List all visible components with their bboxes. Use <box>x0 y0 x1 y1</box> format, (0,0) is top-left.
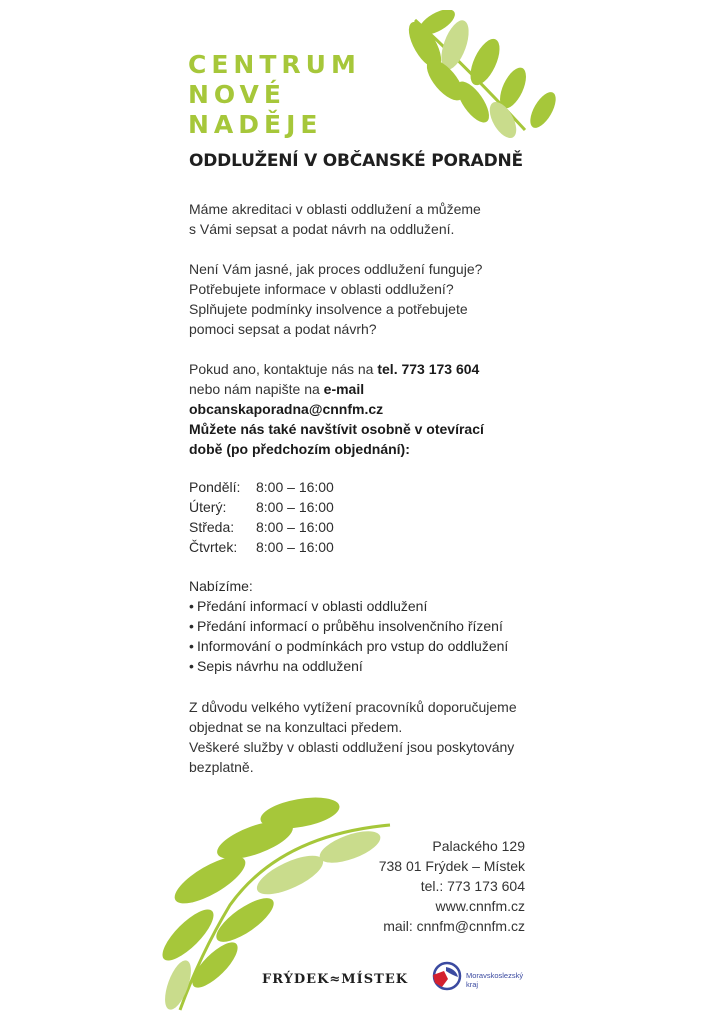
address-mail[interactable]: mail: cnnfm@cnnfm.cz <box>383 918 525 934</box>
notice-line: Veškeré služby v oblasti oddlužení jsou poskytovány <box>189 739 515 755</box>
service-item: • Předání informací o průběhu insolvenčního řízení <box>189 616 569 636</box>
service-item: • Předání informací v oblasti oddlužení <box>189 596 569 616</box>
hours-day: Pondělí: <box>189 479 241 495</box>
leaf-branch-top-icon <box>395 10 565 140</box>
notice-line: Z důvodu velkého vytížení pracovníků doporučujeme <box>189 699 517 715</box>
address-web[interactable]: www.cnnfm.cz <box>435 898 525 914</box>
region-logo-icon <box>430 961 464 991</box>
question-line: Potřebujete informace v oblasti oddlužení? <box>189 281 454 297</box>
intro-line: Máme akreditaci v oblasti oddlužení a můžeme <box>189 201 481 217</box>
write-prefix: nebo nám napište na <box>189 381 324 397</box>
email-label: e-mail <box>323 381 365 397</box>
phone-link[interactable]: tel. 773 173 604 <box>377 361 480 377</box>
hours-time: 8:00 – 16:00 <box>256 499 334 515</box>
services-heading: Nabízíme: <box>189 578 253 594</box>
hours-row <box>189 537 334 557</box>
region-type: kraj <box>466 980 479 989</box>
logo-line-1: CENTRUM <box>188 50 361 79</box>
hours-day: Čtvrtek: <box>189 539 238 555</box>
hours-time: 8:00 – 16:00 <box>256 539 334 555</box>
contact-paragraph <box>189 359 569 459</box>
hours-day: Středa: <box>189 519 235 535</box>
questions-paragraph <box>189 259 569 339</box>
address-phone[interactable]: tel.: 773 173 604 <box>420 878 525 894</box>
notice-paragraph <box>189 697 589 777</box>
hours-time: 8:00 – 16:00 <box>256 519 334 535</box>
hours-row <box>189 477 334 497</box>
city-logo: FRÝDEK≈MÍSTEK <box>262 972 409 987</box>
hours-row <box>189 497 334 517</box>
services-section <box>189 576 569 676</box>
service-item: • Informování o podmínkách pro vstup do oddlužení <box>189 636 569 656</box>
visit-line: Můžete nás také navštívit osobně v otevírací <box>189 421 484 437</box>
question-line: Není Vám jasné, jak proces oddlužení funguje? <box>189 261 483 277</box>
services-list <box>189 596 569 676</box>
service-item: • Sepis návrhu na oddlužení <box>189 656 569 676</box>
address-street: Palackého 129 <box>432 838 525 854</box>
contact-prefix: Pokud ano, kontaktuje nás na <box>189 361 378 377</box>
region-name: Moravskoslezský <box>466 971 524 980</box>
notice-line: objednat se na konzultaci předem. <box>189 719 403 735</box>
visit-line: době (po předchozím objednání): <box>189 441 410 457</box>
hours-day: Úterý: <box>189 499 227 515</box>
intro-line: s Vámi sepsat a podat návrh na oddlužení. <box>189 221 455 237</box>
notice-line: bezplatně. <box>189 759 254 775</box>
logo-line-2: NOVÉ <box>188 80 286 109</box>
address-city: 738 01 Frýdek – Místek <box>378 858 525 874</box>
intro-paragraph <box>189 199 569 239</box>
question-line: pomoci sepsat a podat návrh? <box>189 321 377 337</box>
page-title: ODDLUŽENÍ V OBČANSKÉ PORADNĚ <box>189 151 523 171</box>
address-block <box>379 836 525 936</box>
email-link[interactable]: obcanskaporadna@cnnfm.cz <box>189 401 384 417</box>
region-logo-text <box>466 971 523 989</box>
logo-line-3: NADĚJE <box>188 110 323 139</box>
hours-time: 8:00 – 16:00 <box>256 479 334 495</box>
hours-row <box>189 517 334 537</box>
opening-hours <box>189 477 334 557</box>
question-line: Splňujete podmínky insolvence a potřebujete <box>189 301 468 317</box>
